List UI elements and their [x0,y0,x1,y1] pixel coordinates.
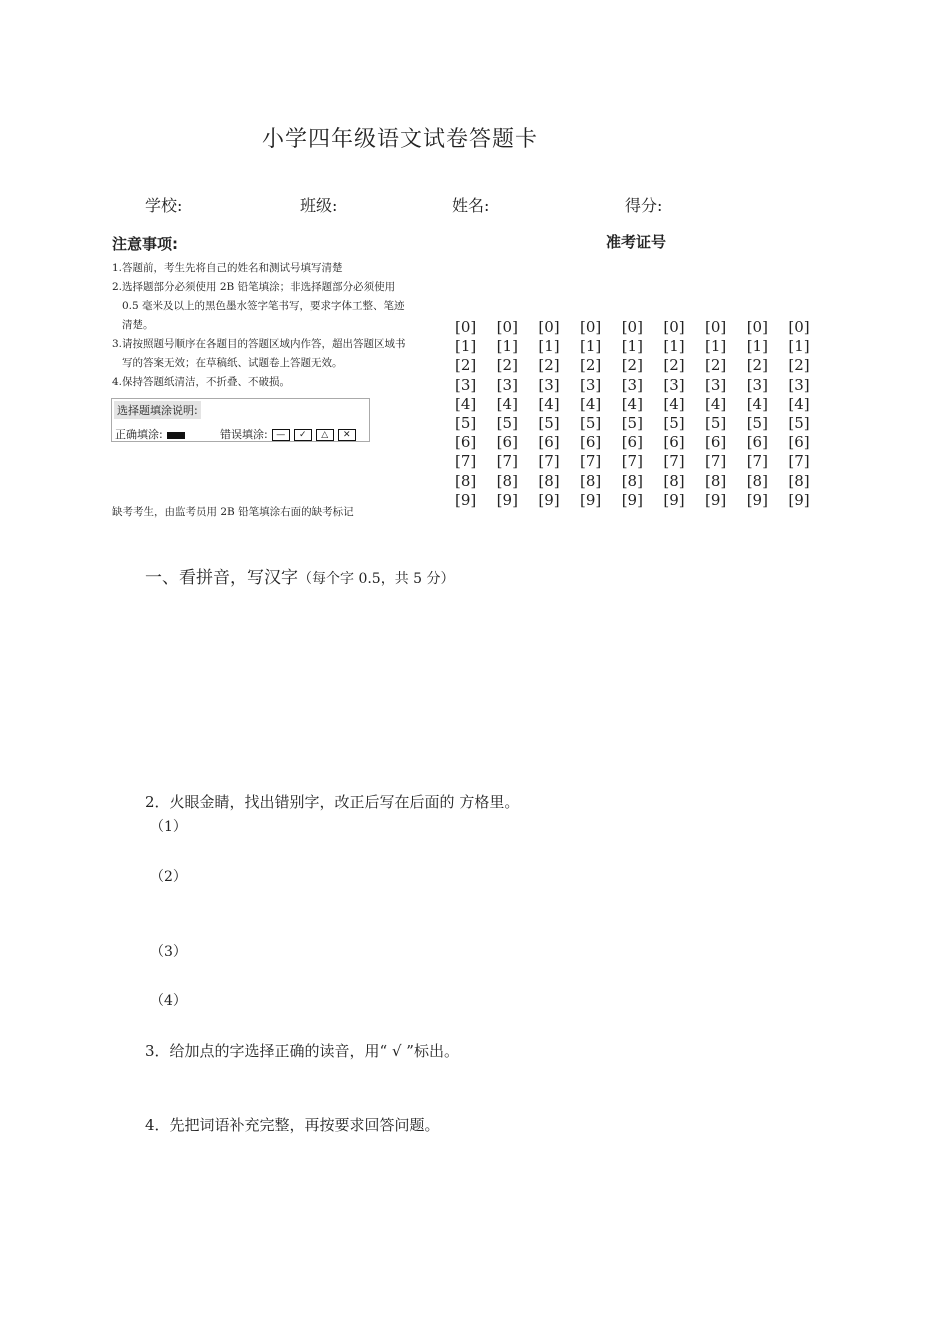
school-label: 学校: [145,196,183,215]
exam-id-bubble[interactable]: [9] [705,490,727,509]
question-2-sub-2: （2） [150,869,187,885]
legend-correct [115,426,185,442]
exam-id-label: 准考证号 [606,233,667,251]
exam-id-bubble[interactable]: [2] [663,356,685,375]
wrong-triangle-icon: △ [316,429,334,441]
notice-item: 3.请按照题号顺序在各题目的答题区域内作答，超出答题区域书写的答案无效；在草稿纸、试题卷上答题无效。 [112,338,406,369]
exam-id-bubble[interactable]: [2] [788,356,810,375]
exam-id-bubble[interactable]: [5] [455,413,477,432]
exam-id-bubble[interactable]: [3] [746,375,768,394]
exam-id-bubble[interactable]: [0] [746,318,768,336]
question-2: 2．火眼金睛，找出错别字，改正后写在后面的 方格里。 [145,793,520,811]
exam-id-row [455,356,830,375]
exam-id-bubble[interactable]: [9] [496,490,518,509]
exam-id-bubble[interactable]: [4] [705,394,727,413]
exam-id-bubble[interactable]: [2] [455,356,477,375]
exam-id-bubble[interactable]: [7] [746,452,768,471]
exam-id-bubble[interactable]: [0] [663,318,685,336]
exam-id-bubble[interactable]: [9] [746,490,768,509]
exam-id-bubble[interactable]: [7] [663,452,685,471]
exam-id-bubble[interactable]: [1] [496,337,518,356]
exam-id-bubble[interactable]: [6] [788,433,810,452]
exam-id-bubble[interactable]: [1] [746,337,768,356]
exam-id-bubble[interactable]: [2] [621,356,643,375]
exam-id-bubble[interactable]: [5] [496,413,518,432]
page-title: 小学四年级语文试卷答题卡 [262,127,539,152]
section-1-heading: 一、看拼音，写汉字 [145,568,298,588]
exam-id-bubble[interactable]: [4] [580,394,602,413]
exam-id-bubble[interactable]: [2] [538,356,560,375]
exam-id-bubble[interactable]: [6] [580,433,602,452]
exam-id-row [455,452,830,471]
exam-id-bubble[interactable]: [9] [455,490,477,509]
exam-id-bubble[interactable]: [9] [538,490,560,509]
exam-id-bubble[interactable]: [7] [455,452,477,471]
exam-id-bubble[interactable]: [0] [705,318,727,336]
exam-id-bubble[interactable]: [7] [538,452,560,471]
exam-id-bubble[interactable]: [9] [788,490,810,509]
exam-id-bubble[interactable]: [0] [621,318,643,336]
exam-id-bubble[interactable]: [3] [496,375,518,394]
exam-id-bubble[interactable]: [5] [788,413,810,432]
exam-id-bubble[interactable]: [5] [621,413,643,432]
exam-id-bubble[interactable]: [7] [788,452,810,471]
notice-item: 1.答题前，考生先将自己的姓名和测试号填写清楚 [112,262,343,274]
question-4: 4．先把词语补充完整，再按要求回答问题。 [145,1116,440,1134]
exam-id-bubble[interactable]: [8] [746,471,768,490]
exam-id-row [455,337,830,356]
exam-id-row [455,433,830,452]
class-label: 班级: [300,196,338,215]
exam-id-bubble[interactable]: [9] [621,490,643,509]
exam-id-bubble[interactable]: [8] [455,471,477,490]
exam-id-bubble[interactable]: [0] [455,318,477,336]
exam-id-bubble[interactable]: [1] [538,337,560,356]
exam-id-bubble[interactable]: [0] [496,318,518,336]
exam-id-bubble[interactable]: [6] [705,433,727,452]
legend-wrong [220,426,356,442]
exam-id-bubble[interactable]: [8] [496,471,518,490]
exam-id-bubble[interactable]: [8] [621,471,643,490]
exam-id-bubble[interactable]: [5] [538,413,560,432]
exam-id-bubble[interactable]: [7] [580,452,602,471]
question-2-sub-3: （3） [150,944,187,960]
exam-id-bubble[interactable]: [3] [455,375,477,394]
exam-id-bubble[interactable]: [2] [496,356,518,375]
exam-id-bubble[interactable]: [4] [663,394,685,413]
exam-id-bubble[interactable]: [3] [580,375,602,394]
exam-id-bubble[interactable]: [1] [705,337,727,356]
section-1-title [145,563,455,588]
exam-id-row [455,376,830,395]
exam-id-bubble[interactable]: [5] [746,413,768,432]
wrong-dash-icon: — [272,429,290,441]
exam-id-bubble[interactable]: [2] [705,356,727,375]
exam-id-bubble[interactable]: [1] [788,337,810,356]
exam-id-bubble[interactable]: [7] [705,452,727,471]
legend-correct-label: 正确填涂: [115,428,163,441]
exam-id-bubble[interactable]: [3] [621,375,643,394]
exam-id-bubble[interactable]: [7] [496,452,518,471]
exam-id-bubble[interactable]: [1] [621,337,643,356]
exam-id-bubble[interactable]: [4] [788,394,810,413]
filled-mark-icon [167,432,185,439]
wrong-check-icon: ✓ [294,429,312,441]
question-2-sub-1: （1） [150,819,187,835]
exam-id-bubble[interactable]: [0] [788,318,810,336]
exam-id-bubble[interactable]: [5] [705,413,727,432]
exam-id-bubble[interactable]: [1] [455,337,477,356]
exam-id-grid [455,318,830,510]
exam-id-bubble[interactable]: [1] [580,337,602,356]
exam-id-bubble[interactable]: [7] [621,452,643,471]
score-label: 得分: [625,196,663,215]
name-label: 姓名: [452,196,490,215]
exam-id-bubble[interactable]: [9] [580,490,602,509]
exam-id-bubble[interactable]: [8] [663,471,685,490]
exam-id-bubble[interactable]: [8] [705,471,727,490]
notice-item: 2.选择题部分必须使用 2B 铅笔填涂；非选择题部分必须使用 0.5 毫米及以上的黑色墨水签字笔书写，要求字体工整、笔迹清楚。 [112,281,405,331]
wrong-cross-icon: ✕ [338,429,356,441]
exam-id-row [455,414,830,433]
exam-id-bubble[interactable]: [2] [580,356,602,375]
exam-id-row [455,318,830,337]
exam-id-bubble[interactable]: [6] [663,433,685,452]
notice-list [112,259,412,392]
exam-id-bubble[interactable]: [4] [538,394,560,413]
notice-heading: 注意事项: [112,235,178,253]
exam-id-row [455,395,830,414]
exam-id-bubble[interactable]: [1] [663,337,685,356]
exam-id-bubble[interactable]: [3] [788,375,810,394]
exam-id-bubble[interactable]: [3] [705,375,727,394]
exam-id-bubble[interactable]: [8] [538,471,560,490]
legend-heading: 选择题填涂说明: [114,401,201,419]
absent-note: 缺考考生，由监考员用 2B 铅笔填涂右面的缺考标记 [112,506,354,518]
notice-item: 4.保持答题纸清洁，不折叠、不破损。 [112,376,291,388]
exam-id-bubble[interactable]: [8] [788,471,810,490]
exam-id-bubble[interactable]: [4] [455,394,477,413]
exam-id-row [455,491,830,510]
exam-id-bubble[interactable]: [3] [538,375,560,394]
exam-id-bubble[interactable]: [6] [746,433,768,452]
exam-id-bubble[interactable]: [6] [538,433,560,452]
legend-wrong-label: 错误填涂: [220,428,268,441]
exam-id-bubble[interactable]: [8] [580,471,602,490]
exam-id-bubble[interactable]: [4] [496,394,518,413]
exam-id-row [455,472,830,491]
exam-id-bubble[interactable]: [4] [621,394,643,413]
section-1-note: （每个字 0.5，共 5 分） [298,571,455,587]
question-2-sub-4: （4） [150,993,187,1009]
exam-id-bubble[interactable]: [3] [663,375,685,394]
exam-id-bubble[interactable]: [6] [496,433,518,452]
exam-id-bubble[interactable]: [0] [538,318,560,336]
exam-id-bubble[interactable]: [4] [746,394,768,413]
fill-legend-box [111,398,370,442]
exam-id-bubble[interactable]: [9] [663,490,685,509]
exam-id-bubble[interactable]: [6] [455,433,477,452]
exam-id-bubble[interactable]: [6] [621,433,643,452]
exam-id-bubble[interactable]: [5] [663,413,685,432]
exam-id-bubble[interactable]: [0] [580,318,602,336]
exam-id-bubble[interactable]: [5] [580,413,602,432]
exam-id-bubble[interactable]: [2] [746,356,768,375]
question-3: 3．给加点的字选择正确的读音，用“ √ ”标出。 [145,1042,459,1060]
